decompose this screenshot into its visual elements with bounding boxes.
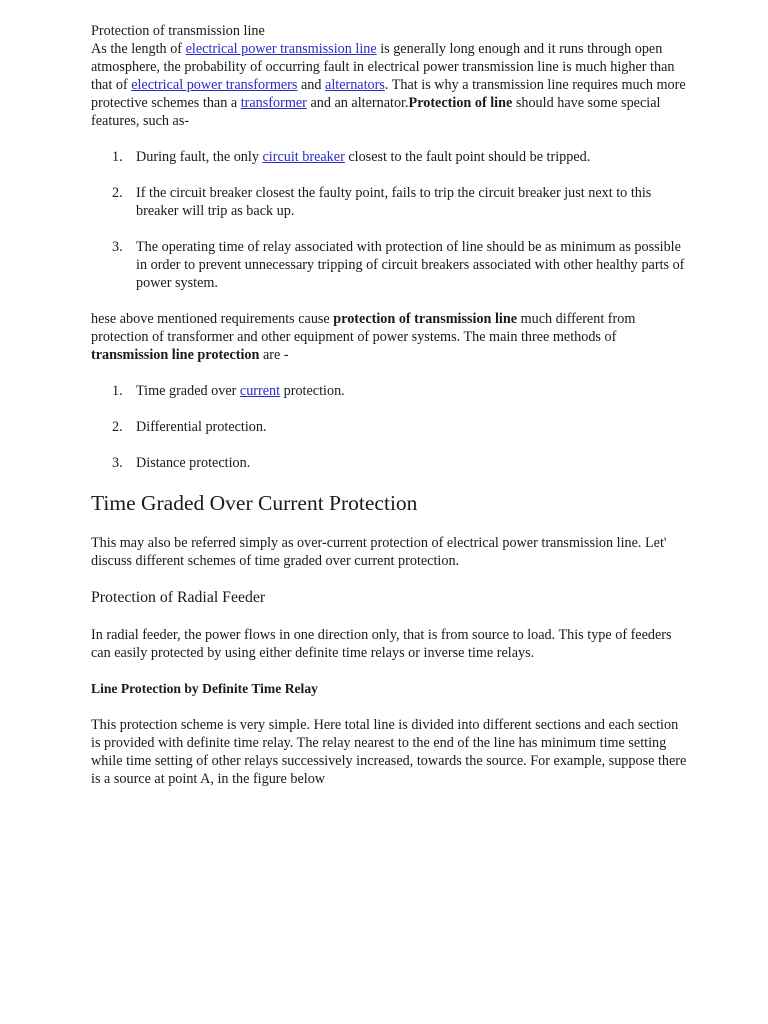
list-item: 2. If the circuit breaker closest the faulty point, fails to trip the circuit breaker just next to this breaker will trip as back up. (112, 185, 652, 219)
link-circuit-breaker[interactable]: circuit breaker (262, 149, 345, 165)
features-list (91, 148, 691, 292)
list-item: 3. Distance protection. (112, 455, 251, 471)
heading-radial-feeder: Protection of Radial Feeder (91, 589, 266, 606)
link-alternators[interactable]: alternators (325, 77, 385, 93)
document-title: Protection of transmission line (91, 23, 265, 39)
link-electrical-power-transformers[interactable]: electrical power transformers (131, 77, 298, 93)
heading-time-graded: Time Graded Over Current Protection (91, 491, 418, 515)
definite-time-paragraph: This protection scheme is very simple. Here total line is divided into different sections and each section is provided with definite time relay. The relay nearest to the end of the line has minimum time setting while time setting of other relays successively increased, towards the source. For example, suppose there is a source at point A, in the figure below (91, 717, 687, 787)
heading-definite-time-relay: Line Protection by Definite Time Relay (91, 681, 318, 696)
link-current[interactable]: current (239, 383, 281, 399)
intro-paragraph: As the length of electrical power transmission line is generally long enough and it runs through open atmosphere, the probability of occurring fault in electrical power transmission line is much higher than that of electrical power transformers and alternators. That is why a transmission line requires much more protective schemes than a transformer and an alternator.Protection of line should have some special features, such as- (91, 41, 686, 129)
link-electrical-power-transmission-line[interactable]: electrical power transmission line (185, 41, 377, 57)
list-item: 1. Time graded over current protection. (112, 383, 345, 399)
methods-list (91, 382, 691, 472)
list-item: 2. Differential protection. (112, 419, 267, 435)
radial-feeder-paragraph: In radial feeder, the power flows in one direction only, that is from source to load. This type of feeders can easily protected by using either definite time relays or inverse time relays. (91, 627, 672, 661)
document-content (91, 22, 691, 788)
time-graded-paragraph: This may also be referred simply as over-current protection of electrical power transmission line. Let' discuss different schemes of time graded over current protection. (91, 535, 667, 569)
link-transformer[interactable]: transformer (240, 95, 307, 111)
list-item: 3. The operating time of relay associated with protection of line should be as minimum as possible in order to prevent unnecessary tripping of circuit breakers associated with other healthy parts of power system. (112, 239, 685, 291)
requirements-paragraph: hese above mentioned requirements cause protection of transmission line much different from protection of transformer and other equipment of power systems. The main three methods of transmission line protection are - (91, 311, 636, 363)
list-item: 1. During fault, the only circuit breaker closest to the fault point should be tripped. (112, 149, 591, 165)
